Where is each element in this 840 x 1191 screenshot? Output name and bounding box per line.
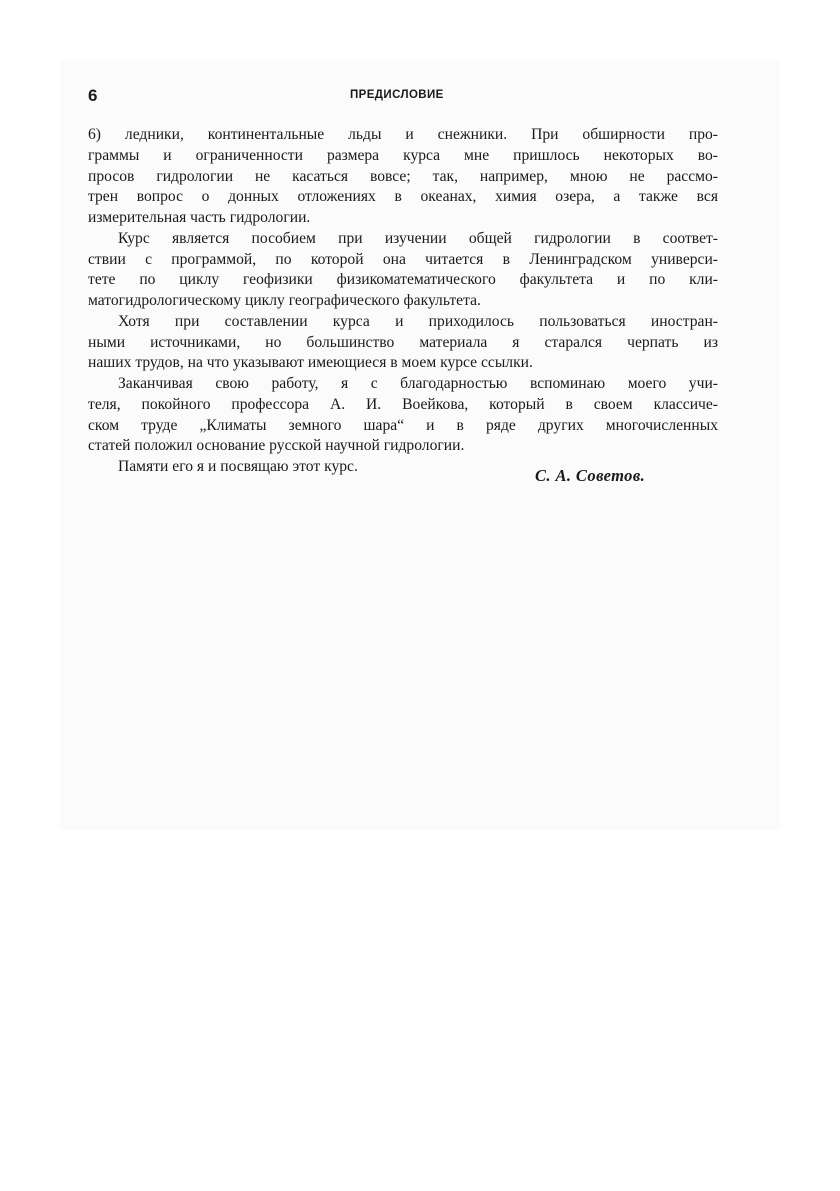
text-line: теля, покойного профессора А. И. Воейкова, который в своем классиче-	[88, 395, 718, 413]
text-line: Памяти его я и посвящаю этот курс.	[118, 458, 358, 475]
text-line: Заканчивая свою работу, я с благодарностью вспоминаю моего учи-	[118, 375, 718, 392]
text-line: тете по циклу геофизики физикоматематического факультета и по кли-	[88, 271, 718, 289]
text-line: трен вопрос о донных отложениях в океанах, химия озера, а также вся	[88, 188, 718, 206]
text-line: ствии с программой, по которой она читается в Ленинградском универси-	[88, 250, 718, 268]
text-line: Курс является пособием при изучении общей гидрологии в соответ-	[118, 229, 718, 247]
preface-text	[88, 125, 718, 478]
text-line: 6) ледники, континентальные льды и снежники. При обширности про-	[88, 126, 718, 143]
text-line: измерительная часть гидрологии.	[88, 209, 311, 226]
text-line: наших трудов, на что указывают имеющиеся в моем курсе ссылки.	[88, 354, 533, 372]
text-line: ском труде „Климаты земного шара“ и в ряде других многочисленных	[88, 416, 718, 434]
text-line: статей положил основание русской научной гидрологии.	[88, 437, 465, 455]
running-title: ПРЕДИСЛОВИЕ	[350, 89, 444, 101]
text-line: граммы и ограниченности размера курса мне пришлось некоторых во-	[88, 146, 718, 164]
text-line: ными источниками, но большинство материала я старался черпать из	[88, 333, 718, 351]
page-number: 6	[88, 86, 98, 105]
author-signature: С. А. Советов.	[535, 466, 646, 485]
paragraph	[88, 229, 718, 312]
text-line: матогидрологическому циклу географического факультета.	[88, 292, 481, 309]
text-line: просов гидрологии не касаться вовсе; так, например, мною не рассмо-	[88, 167, 718, 185]
page-header	[88, 86, 718, 108]
text-line: Хотя при составлении курса и приходилось пользоваться иностран-	[118, 312, 718, 330]
paragraph	[88, 374, 718, 457]
paragraph	[88, 125, 718, 229]
paragraph	[88, 312, 718, 374]
